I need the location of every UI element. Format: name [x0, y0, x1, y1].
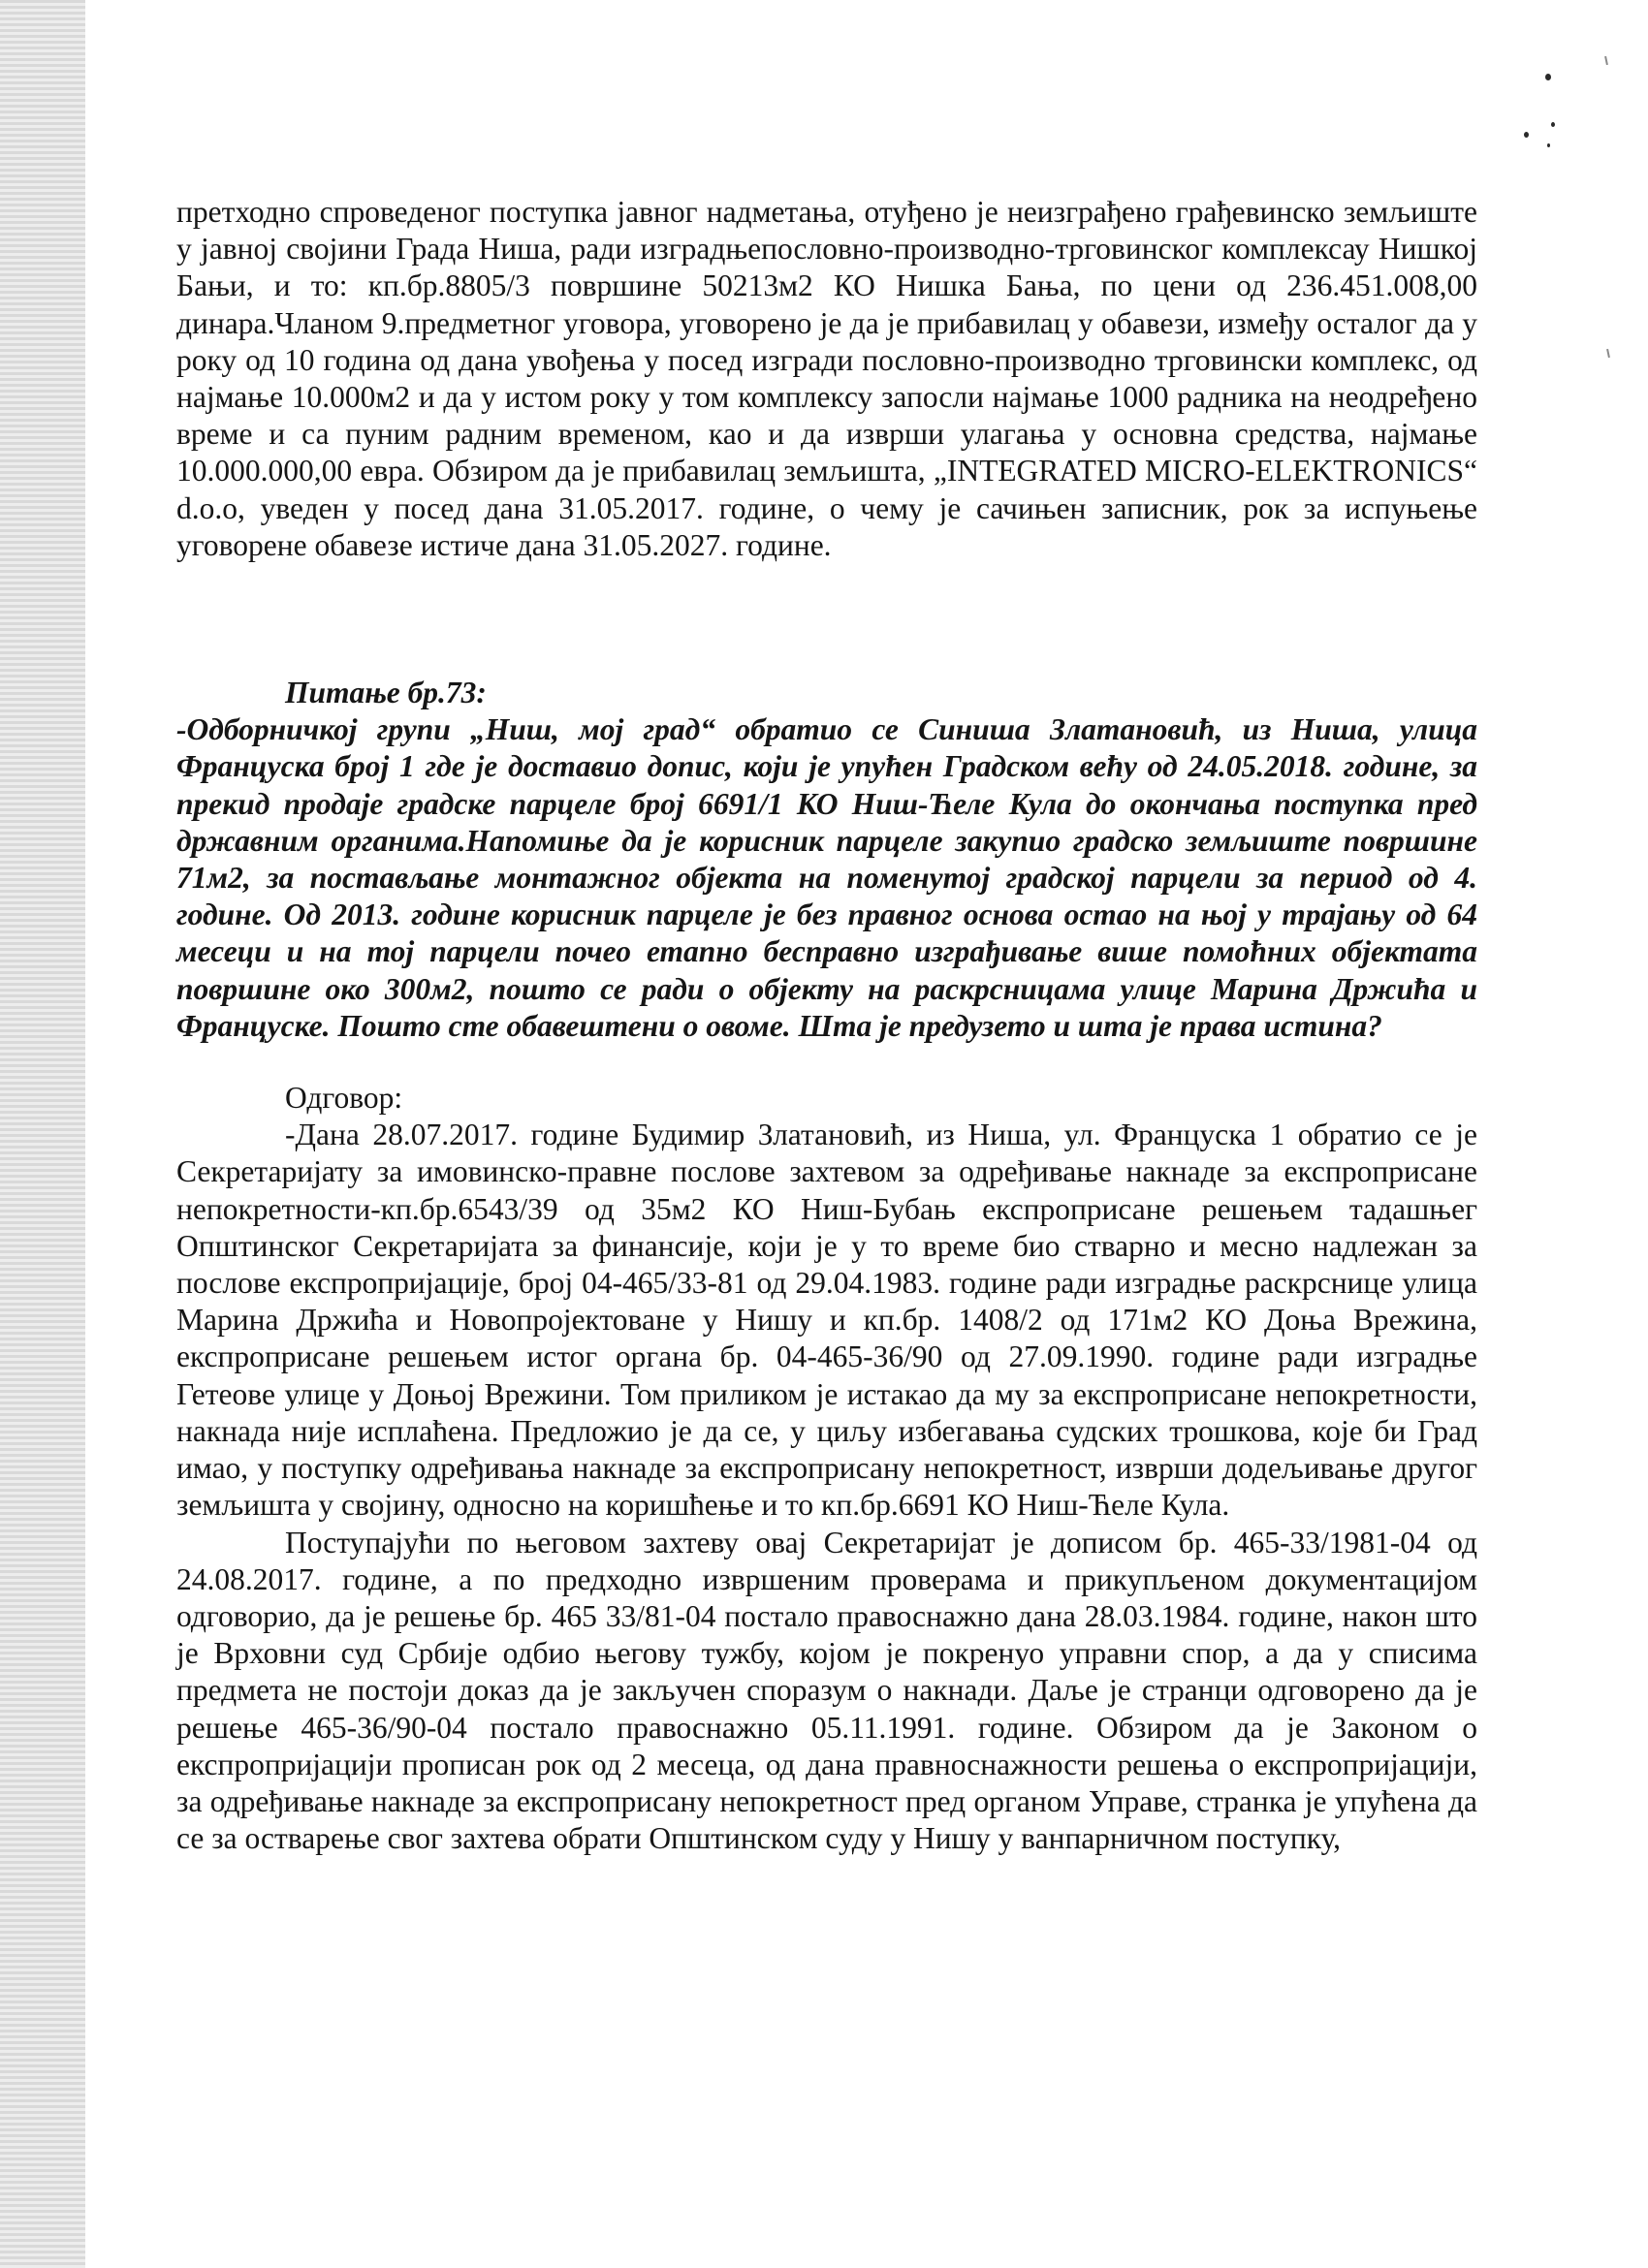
- answer-paragraph: -Дана 28.07.2017. године Будимир Златановић, из Ниша, ул. Француска 1 обратио се је Секретаријату за имовинско-правне послове захтевом за одређивање накнаде за експроприсане непокретности-кп.бр.6543/39 од 35м2 КО Ниш-Бубањ експроприсане решењем тадашњег Општинског Секретаријата за финансије, који је у то време био стварно и месно надлежан за послове експропријације, број 04-465/33-81 од 29.04.1983. године ради изградње раскрснице улица Марина Држића и Новопројектоване у Нишу и кп.бр. 1408/2 од 171м2 КО Доња Врежина, експроприсане решењем истог органа бр. 04-465-36/90 од 27.09.1990. године ради изградње Гетеове улице у Доњој Врежини. Том приликом је истакао да му за експроприсане непокретности, накнада није исплаћена. Предложио је да се, у циљу избегавања судских трошкова, које би Град имао, у поступку одређивања накнаде за експроприсану непокретност, изврши додељивање другог земљишта у својину, односно на коришћење и то кп.бр.6691 КО Ниш-Ћеле Кула.: [176, 1118, 1477, 1523]
- punch-mark: [1524, 132, 1529, 138]
- section-gap: [176, 564, 1477, 675]
- scanner-strip: [0, 0, 86, 2268]
- stray-mark: [1606, 349, 1610, 358]
- punch-mark: [1547, 143, 1550, 147]
- punch-mark: [1551, 122, 1555, 127]
- question-body: -Одборничкој групи „Ниш, мој град“ обратио се Синиша Златановић, из Ниша, улица Француска број 1 где је доставио допис, који је упућен Градском већу од 24.05.2018. године, за прекид продаје градске парцеле број 6691/1 КО Ниш-Ћеле Кула до окончања поступка пред државним органима.Напомиње да је корисник парцеле закупио градско земљиште површине 71м2, за постављање монтажног објекта на поменутој градској парцели за период од 4. године. Од 2013. године корисник парцеле је без правног основа остао на њој у трајању од 64 месеци и на тој парцели почео етапно бесправно изграђивање више помоћних објектата површине око 300м2, пошто се ради о објекту на раскрсницама улице Марина Држића и Француске. Пошто сте обавештени о овоме. Шта је предузето и шта је права истина?: [176, 712, 1477, 1043]
- question-title: Питање бр.73:: [285, 676, 487, 710]
- intro-paragraph: претходно спроведеног поступка јавног надметања, отуђено је неизграђено грађевинско земљиште у јавној својини Града Ниша, ради изградњепословно-производно-трговинског комплексау Нишкој Бањи, и то: кп.бр.8805/3 површине 50213м2 КО Нишка Бања, по цени од 236.451.008,00 динара.Чланом 9.предметног уговора, уговорено је да је прибавилац у обавези, између осталог да у року од 10 година од дана увођења у посед изгради пословно-производно трговински комплекс, од најмање 10.000м2 и да у истом року у том комплексу запосли најмање 1000 радника на неодређено време и са пуним радним временом, као и да изврши улагања у основна средства, најмање 10.000.000,00 евра. Обзиром да је прибавилац земљишта, „INTEGRATED MICRO-ELEKTRONICS“ d.o.o, уведен у посед дана 31.05.2017. године, о чему је сачињен записник, рок за испуњење уговорене обавезе истиче дана 31.05.2027. године.: [176, 195, 1477, 562]
- answer-label: Одговор:: [285, 1081, 403, 1116]
- punch-mark: [1545, 74, 1551, 80]
- document-body: [176, 194, 1477, 1857]
- stray-mark: [1604, 56, 1608, 65]
- section-gap: [176, 1045, 1477, 1080]
- answer-paragraph: Поступајући по његовом захтеву овај Секретаријат је дописом бр. 465-33/1981-04 од 24.08.2017. године, а по предходно извршеним проверама и прикупљеном документацијом одговорио, да је решење бр. 465 33/81-04 постало правоснажно дана 28.03.1984. године, након што је Врховни суд Србије одбио његову тужбу, којом је покренуо управни спор, а да у списима предмета не постоји доказ да је закључен споразум о накнади. Даље је странци одговорено да је решење 465-36/90-04 постало правоснажно 05.11.1991. године. Обзиром да је Законом о експропријацији прописан рок од 2 месеца, од дана правноснажности решења о експропријацији, за одређивање накнаде за експроприсану непокретност пред органом Управе, странка је упућена да се за остварење свог захтева обрати Општинском суду у Нишу у ванпарничном поступку,: [176, 1525, 1477, 1856]
